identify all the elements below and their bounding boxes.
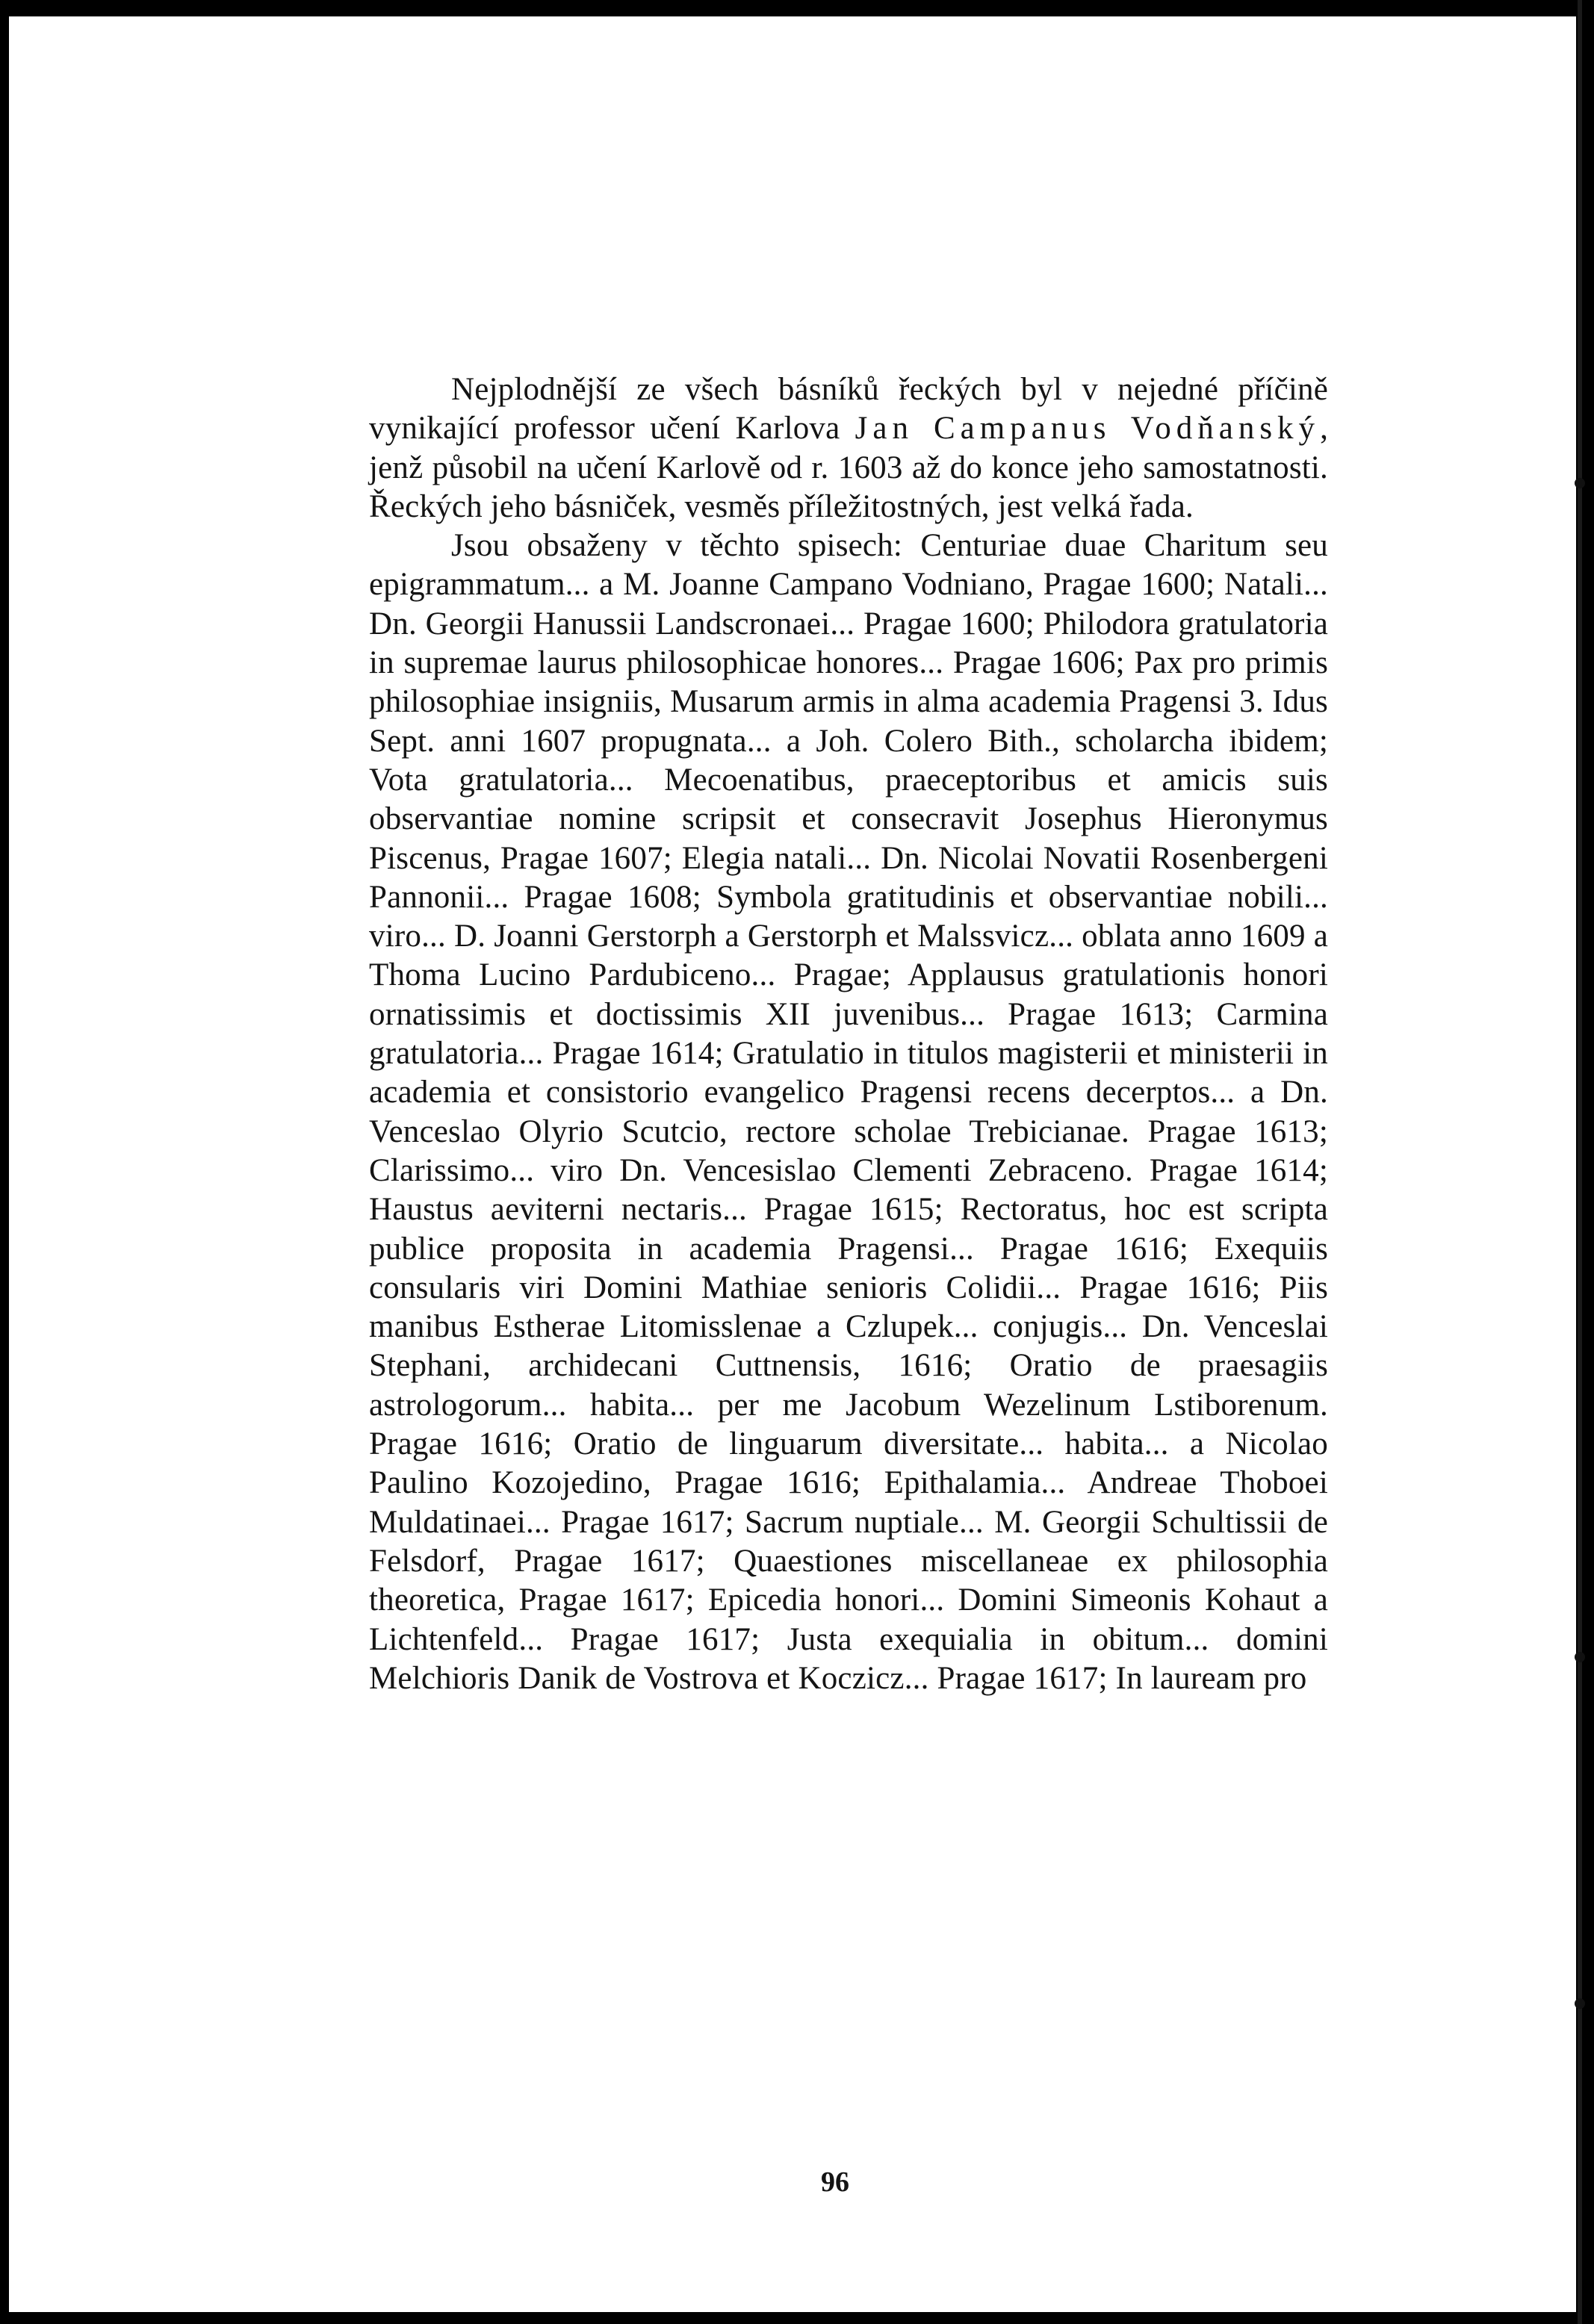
paragraph-1-part-2: , jenž působil na učení Karlově od r. 1603 až do konce jeho samostatnosti. Řeckých jeho básniček, vesměs příležitostných, jest velká řada.: [369, 411, 1329, 524]
author-name: Jan Campanus Vodňanský: [855, 411, 1321, 447]
scan-edge-rule: [1578, 0, 1582, 2324]
paragraph-1: [369, 370, 1328, 526]
paragraph-2: Jsou obsaženy v těchto spisech: Centuriae duae Charitum seu epigrammatum... a M. Joanne Campano Vodniano, Pragae 1600; Natali... Dn. Georgii Hanussii Landscronaei... Pragae 1600; Philodora gratulatoria in supremae laurus philosophicae honores... Pragae 1606; Pax pro primis philosophiae insigniis, Musarum armis in alma academia Pragensi 3. Idus Sept. anni 1607 propugnata... a Joh. Colero Bith., scholarcha ibidem; Vota gratulatoria... Mecoenatibus, praeceptoribus et amicis suis observantiae nomine scripsit et consecravit Josephus Hieronymus Piscenus, Pragae 1607; Elegia natali... Dn. Nicolai Novatii Rosenbergeni Pannonii... Pragae 1608; Symbola gratitudinis et observantiae nobili... viro... D. Joanni Gerstorph a Gerstorph et Malssvicz... oblata anno 1609 a Thoma Lucino Pardubiceno... Pragae; Applausus gratulationis honori ornatissimis et doctissimis XII juvenibus... Pragae 1613; Carmina gratulatoria... Pragae 1614; Gratulatio in titulos magisterii et ministerii in academia et consistorio evangelico Pragensi recens decerptos... a Dn. Venceslao Olyrio Scutcio, rectore scholae Trebicianae. Pragae 1613; Clarissimo... viro Dn. Vencesislao Clementi Zebraceno. Pragae 1614; Haustus aeviterni nectaris... Pragae 1615; Rectoratus, hoc est scripta publice proposita in academia Pragensi... Pragae 1616; Exequiis consularis viri Domini Mathiae senioris Colidii... Pragae 1616; Piis manibus Estherae Litomisslenae a Czlupek... conjugis... Dn. Venceslai Stephani, archidecani Cuttnensis, 1616; Oratio de praesagiis astrologorum... habita... per me Jacobum Wezelinum Lstiborenum. Pragae 1616; Oratio de linguarum diversitate... habita... a Nicolao Paulino Kozojedino, Pragae 1616; Epithalamia... Andreae Thoboei Muldatinaei... Pragae 1617; Sacrum nuptiale... M. Georgii Schultissii de Felsdorf, Pragae 1617; Quaestiones miscellaneae ex philosophia theoretica, Pragae 1617; Epicedia honori... Domini Simeonis Kohaut a Lichtenfeld... Pragae 1617; Justa exequialia in obitum... domini Melchioris Danik de Vostrova et Koczicz... Pragae 1617; In lauream pro: [369, 528, 1328, 1696]
scan-edge-mark-middle: [1575, 1652, 1585, 1662]
paragraph-1-part-1: Nejplodnější ze všech básníků řeckých byl v nejedné příčině vynikající professor učení Karlova: [369, 372, 1328, 447]
page-number: 96: [821, 2166, 849, 2198]
scan-edge-mark-bottom: [1575, 1998, 1585, 2009]
body-text: [369, 370, 1328, 1698]
scan-edge-mark-top: [1575, 478, 1585, 488]
